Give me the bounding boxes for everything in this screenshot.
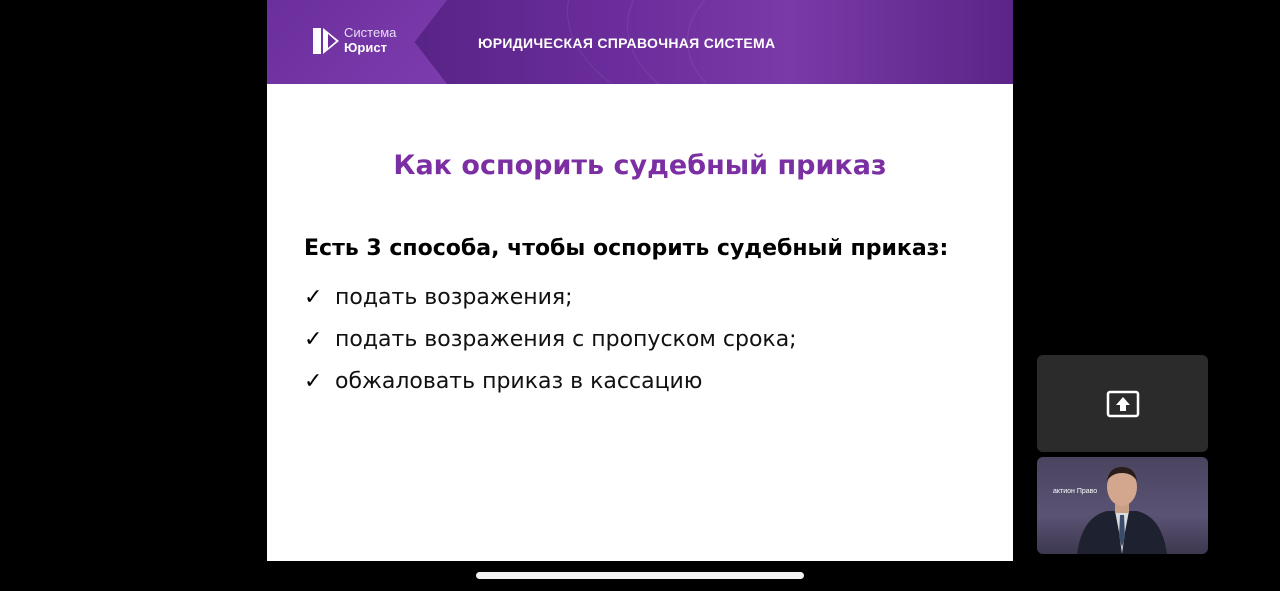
home-indicator[interactable] bbox=[476, 572, 804, 579]
slide-banner bbox=[267, 0, 1013, 84]
presentation-slide bbox=[267, 0, 1013, 561]
logo-line-1: Система bbox=[344, 25, 397, 40]
logo-line-2: Юрист bbox=[344, 40, 387, 55]
checkmark-icon: ✓ bbox=[304, 326, 323, 352]
bullet-item bbox=[304, 360, 797, 402]
presenter-avatar bbox=[1037, 457, 1208, 554]
banner-title: ЮРИДИЧЕСКАЯ СПРАВОЧНАЯ СИСТЕМА bbox=[478, 35, 776, 51]
slide-title: Как оспорить судебный приказ bbox=[393, 150, 887, 181]
bullet-list bbox=[304, 276, 797, 402]
bullet-item bbox=[304, 318, 797, 360]
checkmark-icon: ✓ bbox=[304, 284, 323, 310]
sistema-yurist-logo-icon bbox=[312, 26, 342, 56]
bullet-text: обжаловать приказ в кассацию bbox=[335, 368, 703, 394]
video-background-logo: актион Право bbox=[1053, 488, 1098, 495]
bullet-item bbox=[304, 276, 797, 318]
screen-share-icon[interactable] bbox=[1106, 390, 1140, 418]
screen-share-tile[interactable] bbox=[1037, 355, 1208, 452]
bullet-text: подать возражения; bbox=[335, 284, 573, 310]
bullet-text: подать возражения с пропуском срока; bbox=[335, 326, 797, 352]
slide-intro: Есть 3 способа, чтобы оспорить судебный приказ: bbox=[304, 236, 949, 261]
checkmark-icon: ✓ bbox=[304, 368, 323, 394]
participant-video-tile[interactable] bbox=[1037, 457, 1208, 554]
